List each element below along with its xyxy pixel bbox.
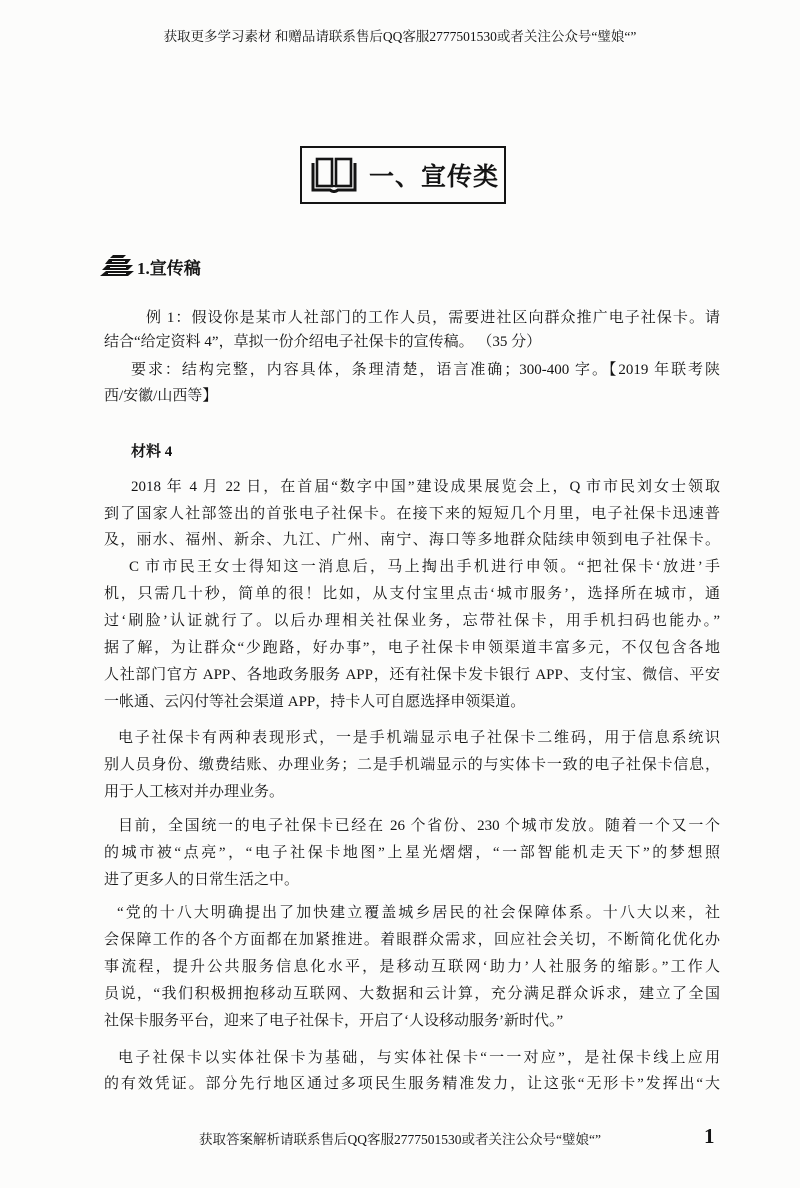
- text-line: 电子社保卡有两种表现形式，一是手机端显示电子社保卡二维码，用于信息系统识: [118, 730, 720, 746]
- material-paragraph: [104, 1045, 720, 1097]
- material-paragraph: [104, 725, 720, 806]
- text-line: 例 1：假设你是某市人社部门的工作人员，需要进社区向群众推广电子社保卡。请: [146, 310, 720, 326]
- text-line: 别人员身份、缴费结账、办理业务；二是手机端显示的与实体卡一致的电子社保卡信息，: [104, 757, 720, 773]
- text-line: 人社部门官方 APP、各地政务服务 APP，还有社保卡发卡银行 APP、支付宝、微信、平安: [104, 667, 720, 683]
- example-question: [104, 306, 720, 354]
- text-line: 要求：结构完整，内容具体，条理清楚，语言准确；300-400 字。【2019 年联考陕: [131, 362, 720, 378]
- chapter-title-box: [300, 146, 506, 204]
- section-title: 1.宣传稿: [137, 258, 201, 278]
- text-line: 到了国家人社部签出的首张电子社保卡。在接下来的短短几个月里，电子社保卡迅速普: [104, 505, 720, 522]
- material-paragraph: [104, 554, 720, 716]
- text-line: “党的十八大明确提出了加快建立覆盖城乡居民的社会保障体系。十八大以来，社: [117, 905, 720, 921]
- material-paragraph: [104, 813, 720, 894]
- text-line: 2018 年 4 月 22 日，在首届“数字中国”建设成果展览会上，Q 市市民刘女士领取: [131, 479, 720, 495]
- text-line: 据了解，为让群众“少跑路，好办事”，电子社保卡申领渠道丰富多元，不仅包含各地: [104, 640, 720, 656]
- text-line: C 市市民王女士得知这一消息后，马上掏出手机进行申领。“把社保卡‘放进’手: [129, 559, 720, 575]
- page-header-note: 获取更多学习素材 和赠品请联系售后QQ客服2777501530或者关注公众号“璧娘“”: [163, 29, 637, 44]
- section-heading: [99, 253, 201, 279]
- text-line: 西/安徽/山西等】: [104, 388, 218, 404]
- open-book-icon: [311, 157, 357, 193]
- text-line: 结合“给定资料 4”，草拟一份介绍电子社保卡的宣传稿。 （35 分）: [104, 334, 542, 350]
- chapter-title: 一、宣传类: [369, 164, 500, 191]
- material-paragraph: [104, 900, 720, 1035]
- material-title: 材料 4: [131, 444, 173, 460]
- books-stack-icon: [99, 254, 135, 278]
- text-line: 的城市被“点亮”，“电子社保卡地图”上星光熠熠，“一部智能机走天下”的梦想照: [104, 845, 720, 861]
- material-heading: [104, 440, 720, 464]
- text-line: 电子社保卡以实体社保卡为基础，与实体社保卡“一一对应”，是社保卡线上应用: [118, 1050, 720, 1066]
- text-line: 及，丽水、福州、新余、九江、广州、南宁、海口等多地群众陆续申领到电子社保卡。: [104, 532, 720, 548]
- text-line: 的有效凭证。部分先行地区通过多项民生服务精准发力，让这张“无形卡”发挥出“大: [104, 1076, 720, 1092]
- text-line: 一帐通、云闪付等社会渠道 APP，持卡人可自愿选择申领渠道。: [104, 694, 526, 710]
- page-number: 1: [704, 1124, 715, 1148]
- text-line: 事流程，提升公共服务信息化水平，是移动互联网‘助力’人社服务的缩影。”工作人: [104, 959, 720, 975]
- text-line: 员说，“我们积极拥抱移动互联网、大数据和云计算，充分满足群众诉求，建立了全国: [104, 986, 720, 1002]
- material-paragraph: [104, 474, 720, 554]
- text-line: 目前，全国统一的电子社保卡已经在 26 个省份、230 个城市发放。随着一个又一个: [118, 818, 720, 834]
- text-line: 机，只需几十秒，简单的很！比如，从支付宝里点击‘城市服务’，选择所在城市，通: [104, 586, 720, 602]
- text-line: 社保卡服务平台，迎来了电子社保卡，开启了‘人设移动服务’新时代。”: [104, 1013, 564, 1029]
- page-footer-note: 获取答案解析请联系售后QQ客服2777501530或者关注公众号“璧娘“”: [199, 1132, 601, 1147]
- text-line: 进了更多人的日常生活之中。: [104, 872, 300, 888]
- text-line: 用于人工核对并办理业务。: [104, 784, 285, 800]
- requirement: [104, 357, 720, 409]
- text-line: 会保障工作的各个方面都在加紧推进。着眼群众需求，回应社会关切，不断简化优化办: [104, 932, 720, 948]
- text-line: 过‘刷脸’认证就行了。以后办理相关社保业务，忘带社保卡，用手机扫码也能办。”: [104, 613, 720, 629]
